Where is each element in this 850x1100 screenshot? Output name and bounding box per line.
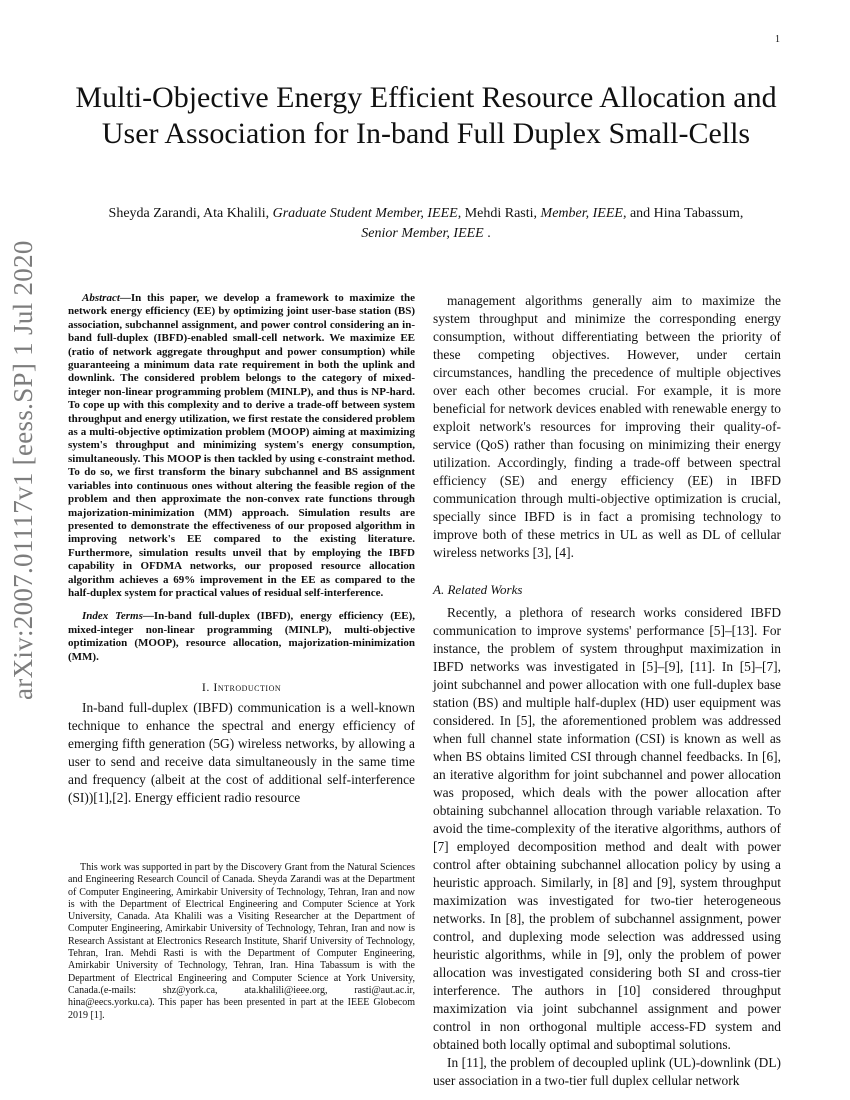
footnote: This work was supported in part by the Discovery Grant from the Natural Sciences and Engineering Research Council of Canada. Sheyda Zarandi was at the Department of Computer Engineering, Amirkabir University of Technology, Tehran, Iran and now is with the Department of Electrical Engineering and Computer Science at York University, Canada. Ata Khalili was a Visiting Researcher at the Department of Computer Engineering, Amirkabir University of Technology, Tehran, Iran and now is Research Assistant at Electronics Research Institute, Sharif University of Technology, Tehran, Iran. Mehdi Rasti is with the Department of Computer Engineering, Amirkabir University of Technology, Tehran, Iran. Hina Tabassum is with the Department of Electrical Engineering and Computer Science at York University, Canada.(e-mails: shz@york.ca, ata.khalili@ieee.org, rasti@aut.ac.ir, hina@eecs.yorku.ca). This paper has been presented in part at the IEEE Globecom 2019 [1]. (68, 862, 415, 1021)
right-paragraph-2: Recently, a plethora of research works considered IBFD communication to improve systems' performance [5]–[13]. For instance, the problem of system throughput maximization in IBFD networks was investigated in [5]–[9], [11]. In [5]–[7], joint subchannel and power allocation with one full-duplex base station (BS) and multiple half-duplex (HD) user equipment was considered. In [5], the aforementioned problem was addressed when full channel state information (CSI) is known as well as when BS obtains limited CSI through channel feedbacks. In [6], an iterative algorithm for joint subchannel and power allocation was proposed, which deals with the power allocation after obtaining subchannel allocation through variable relaxation. To avoid the time-complexity of the iterative algorithms, authors of [7] employed decomposition method and dealt with power control after obtaining subchannel allocation policy by using a heuristic approach. Similarly, in [8] and [9], system throughput maximization was investigated for two-tier heterogeneous networks. In [8], the problem of subchannel assignment, power control, and duplexing mode selection was addressed using heuristic algorithms, while in [9], only the problem of power allocation was investigated considering both SI and cross-tier interference. The authors in [10] considered throughput maximization via joint subchannel assignment and power control in non orthogonal multiple access-FD system and obtained both locally optimal and suboptimal solutions. (433, 605, 781, 1052)
right-column (433, 292, 781, 1090)
introduction-paragraph: In-band full-duplex (IBFD) communication is a well-known technique to enhance the spectral and energy efficiency of emerging fifth generation (5G) wireless networks, by allowing a user to send and receive data simultaneously in the same time and frequency (albeit at the cost of additional self-interference (SI))[1],[2]. Energy efficient radio resource (68, 699, 415, 805)
index-terms-text: —In-band full-duplex (IBFD), energy efficiency (EE), mixed-integer non-linear programming (MINLP), multi-objective optimization (MOOP), resource allocation, majorization-minimization (MM). (68, 610, 415, 663)
author-names-4: . (483, 226, 491, 241)
author-names-3: , and Hina Tabassum, (622, 206, 744, 221)
author-names-2: , Mehdi Rasti, (457, 206, 541, 221)
right-paragraph-1: management algorithms generally aim to maximize the system throughput and minimize the corresponding energy consumption, without differentiating between the priority of these competing objectives. However, under certain circumstances, handling the precedence of multiple objectives over each other becomes crucial. For example, it is more beneficial for network devices enabled with renewable energy to exploit network's resources for improving their quality-of-service (QoS) rather than focusing on minimizing their energy utilization. Accordingly, finding a trade-off between spectral efficiency (SE) and energy efficiency (EE) in IBFD communication through multi-objective optimization is crucial, specially since IBFD is in fact a promising technology to improve both of these metrics in UL as well as DL of cellular wireless networks [3], [4]. (433, 293, 781, 560)
author-role-3: Senior Member, IEEE (361, 226, 484, 241)
author-names-1: Sheyda Zarandi, Ata Khalili, (108, 206, 273, 221)
section-heading-introduction: I. Introduction (201, 679, 282, 694)
page-number: 1 (775, 34, 780, 45)
author-list (90, 204, 762, 244)
index-terms-lead: Index Terms (82, 610, 143, 623)
index-terms (68, 610, 415, 664)
abstract-text: —In this paper, we develop a framework to maximize the network energy efficiency (EE) by optimizing joint user-base station (BS) association, subchannel assignment, and power control considering an in-band full-duplex (IBFD)-enabled small-cell network. We maximize EE (ratio of network aggregate throughput and power consumption) while guaranteeing a minimum data rate requirement in both the uplink and downlink. The considered problem belongs to the category of mixed-integer non-linear programming problem (MINLP), and thus is NP-hard. To cope up with this complexity and to derive a trade-off between system throughput and energy utilization, we first restate the considered problem as a multi-objective optimization problem (MOOP) aiming at maximizing system's throughput and minimizing system's energy consumption, simultaneously. This MOOP is then tackled by using ϵ-constraint method. To do so, we first transform the binary subchannel and BS assignment variables into continuous ones without altering the feasible region of the problem and then approximate the non-convex rate functions through majorization-minimization (MM) approach. Simulation results are presented to demonstrate the effectiveness of our proposed algorithm in improving network's EE compared to the existing literature. Furthermore, simulation results unveil that by employing the IBFD capability in OFDMA networks, our proposed resource allocation algorithm achieves a 69% improvement in the EE as compared to the half-duplex system for practical values of residual self-interference. (68, 292, 415, 599)
arxiv-identifier: arXiv:2007.01117v1 [eess.SP] 1 Jul 2020 (8, 240, 38, 700)
right-paragraph-3: In [11], the problem of decoupled uplink (UL)-downlink (DL) user association in a two-tier full duplex cellular network (433, 1055, 781, 1088)
left-column (68, 292, 415, 807)
abstract-lead: Abstract (82, 292, 120, 304)
abstract (68, 292, 415, 600)
paper-title: Multi-Objective Energy Efficient Resource Allocation and User Association for In-band Full Duplex Small-Cells (75, 81, 777, 150)
author-role-2: Member, IEEE (540, 206, 623, 221)
subsection-heading-related-works: A. Related Works (433, 582, 523, 597)
author-role-1: Graduate Student Member, IEEE (272, 206, 458, 221)
